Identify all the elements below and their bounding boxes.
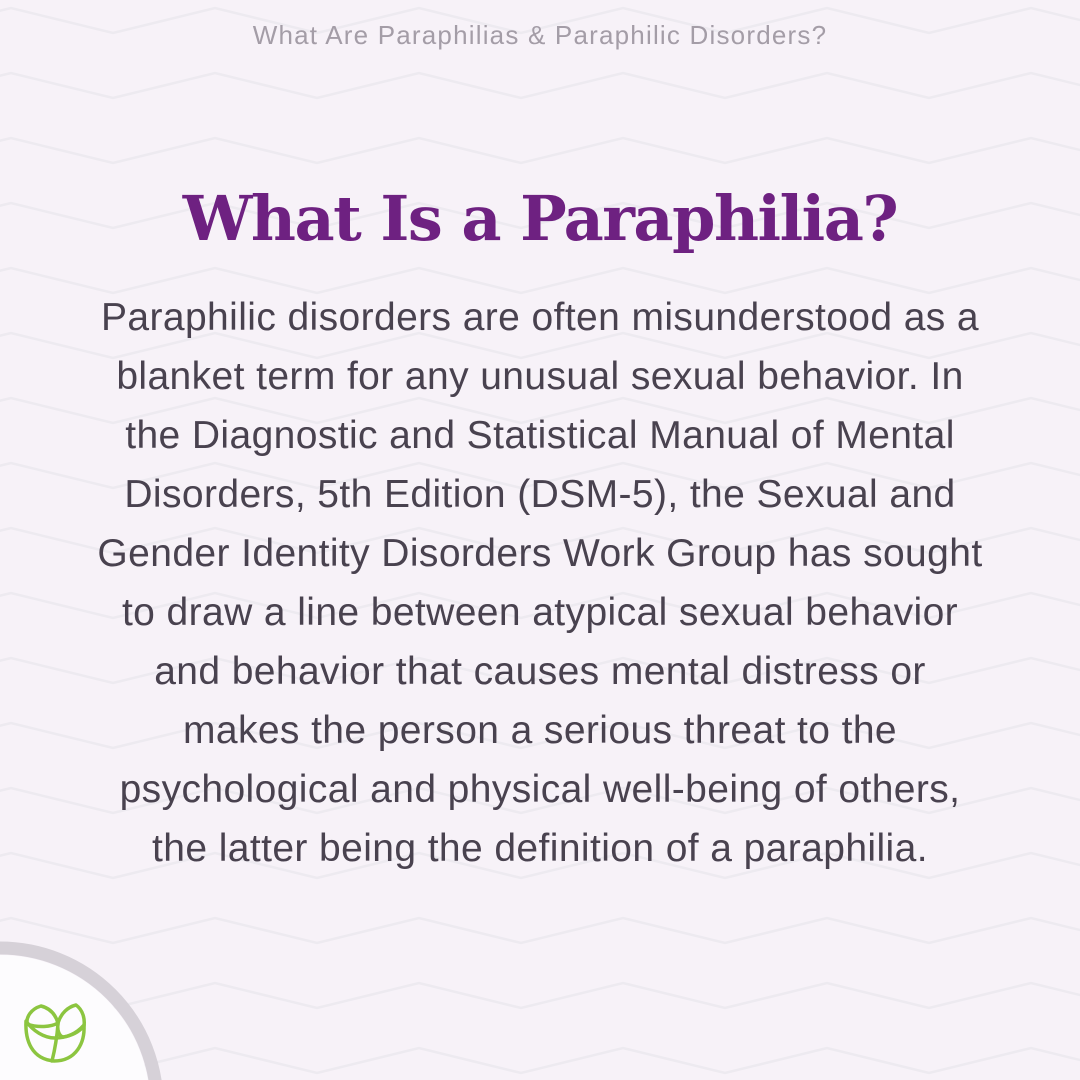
body-line: the Diagnostic and Statistical Manual of Mental bbox=[125, 414, 955, 457]
body-line: to draw a line between atypical sexual behavior bbox=[121, 591, 959, 634]
body-line: makes the person a serious threat to the bbox=[182, 709, 898, 752]
body-line: psychological and physical well-being of others, bbox=[119, 768, 961, 811]
corner-brand-area bbox=[0, 850, 320, 1080]
body-paragraph bbox=[0, 288, 1080, 878]
body-line: and behavior that causes mental distress or bbox=[154, 650, 926, 693]
page-title: What Is a Paraphilia? bbox=[182, 182, 898, 255]
body-line: blanket term for any unusual sexual behavior. In bbox=[116, 355, 964, 398]
body-line: Disorders, 5th Edition (DSM-5), the Sexual and bbox=[124, 473, 956, 516]
page-header: What Are Paraphilias & Paraphilic Disorders? bbox=[252, 20, 828, 50]
body-line: the latter being the definition of a paraphilia. bbox=[152, 827, 928, 870]
body-line: Paraphilic disorders are often misunderstood as a bbox=[100, 296, 980, 339]
body-line: Gender Identity Disorders Work Group has sought bbox=[97, 532, 983, 575]
